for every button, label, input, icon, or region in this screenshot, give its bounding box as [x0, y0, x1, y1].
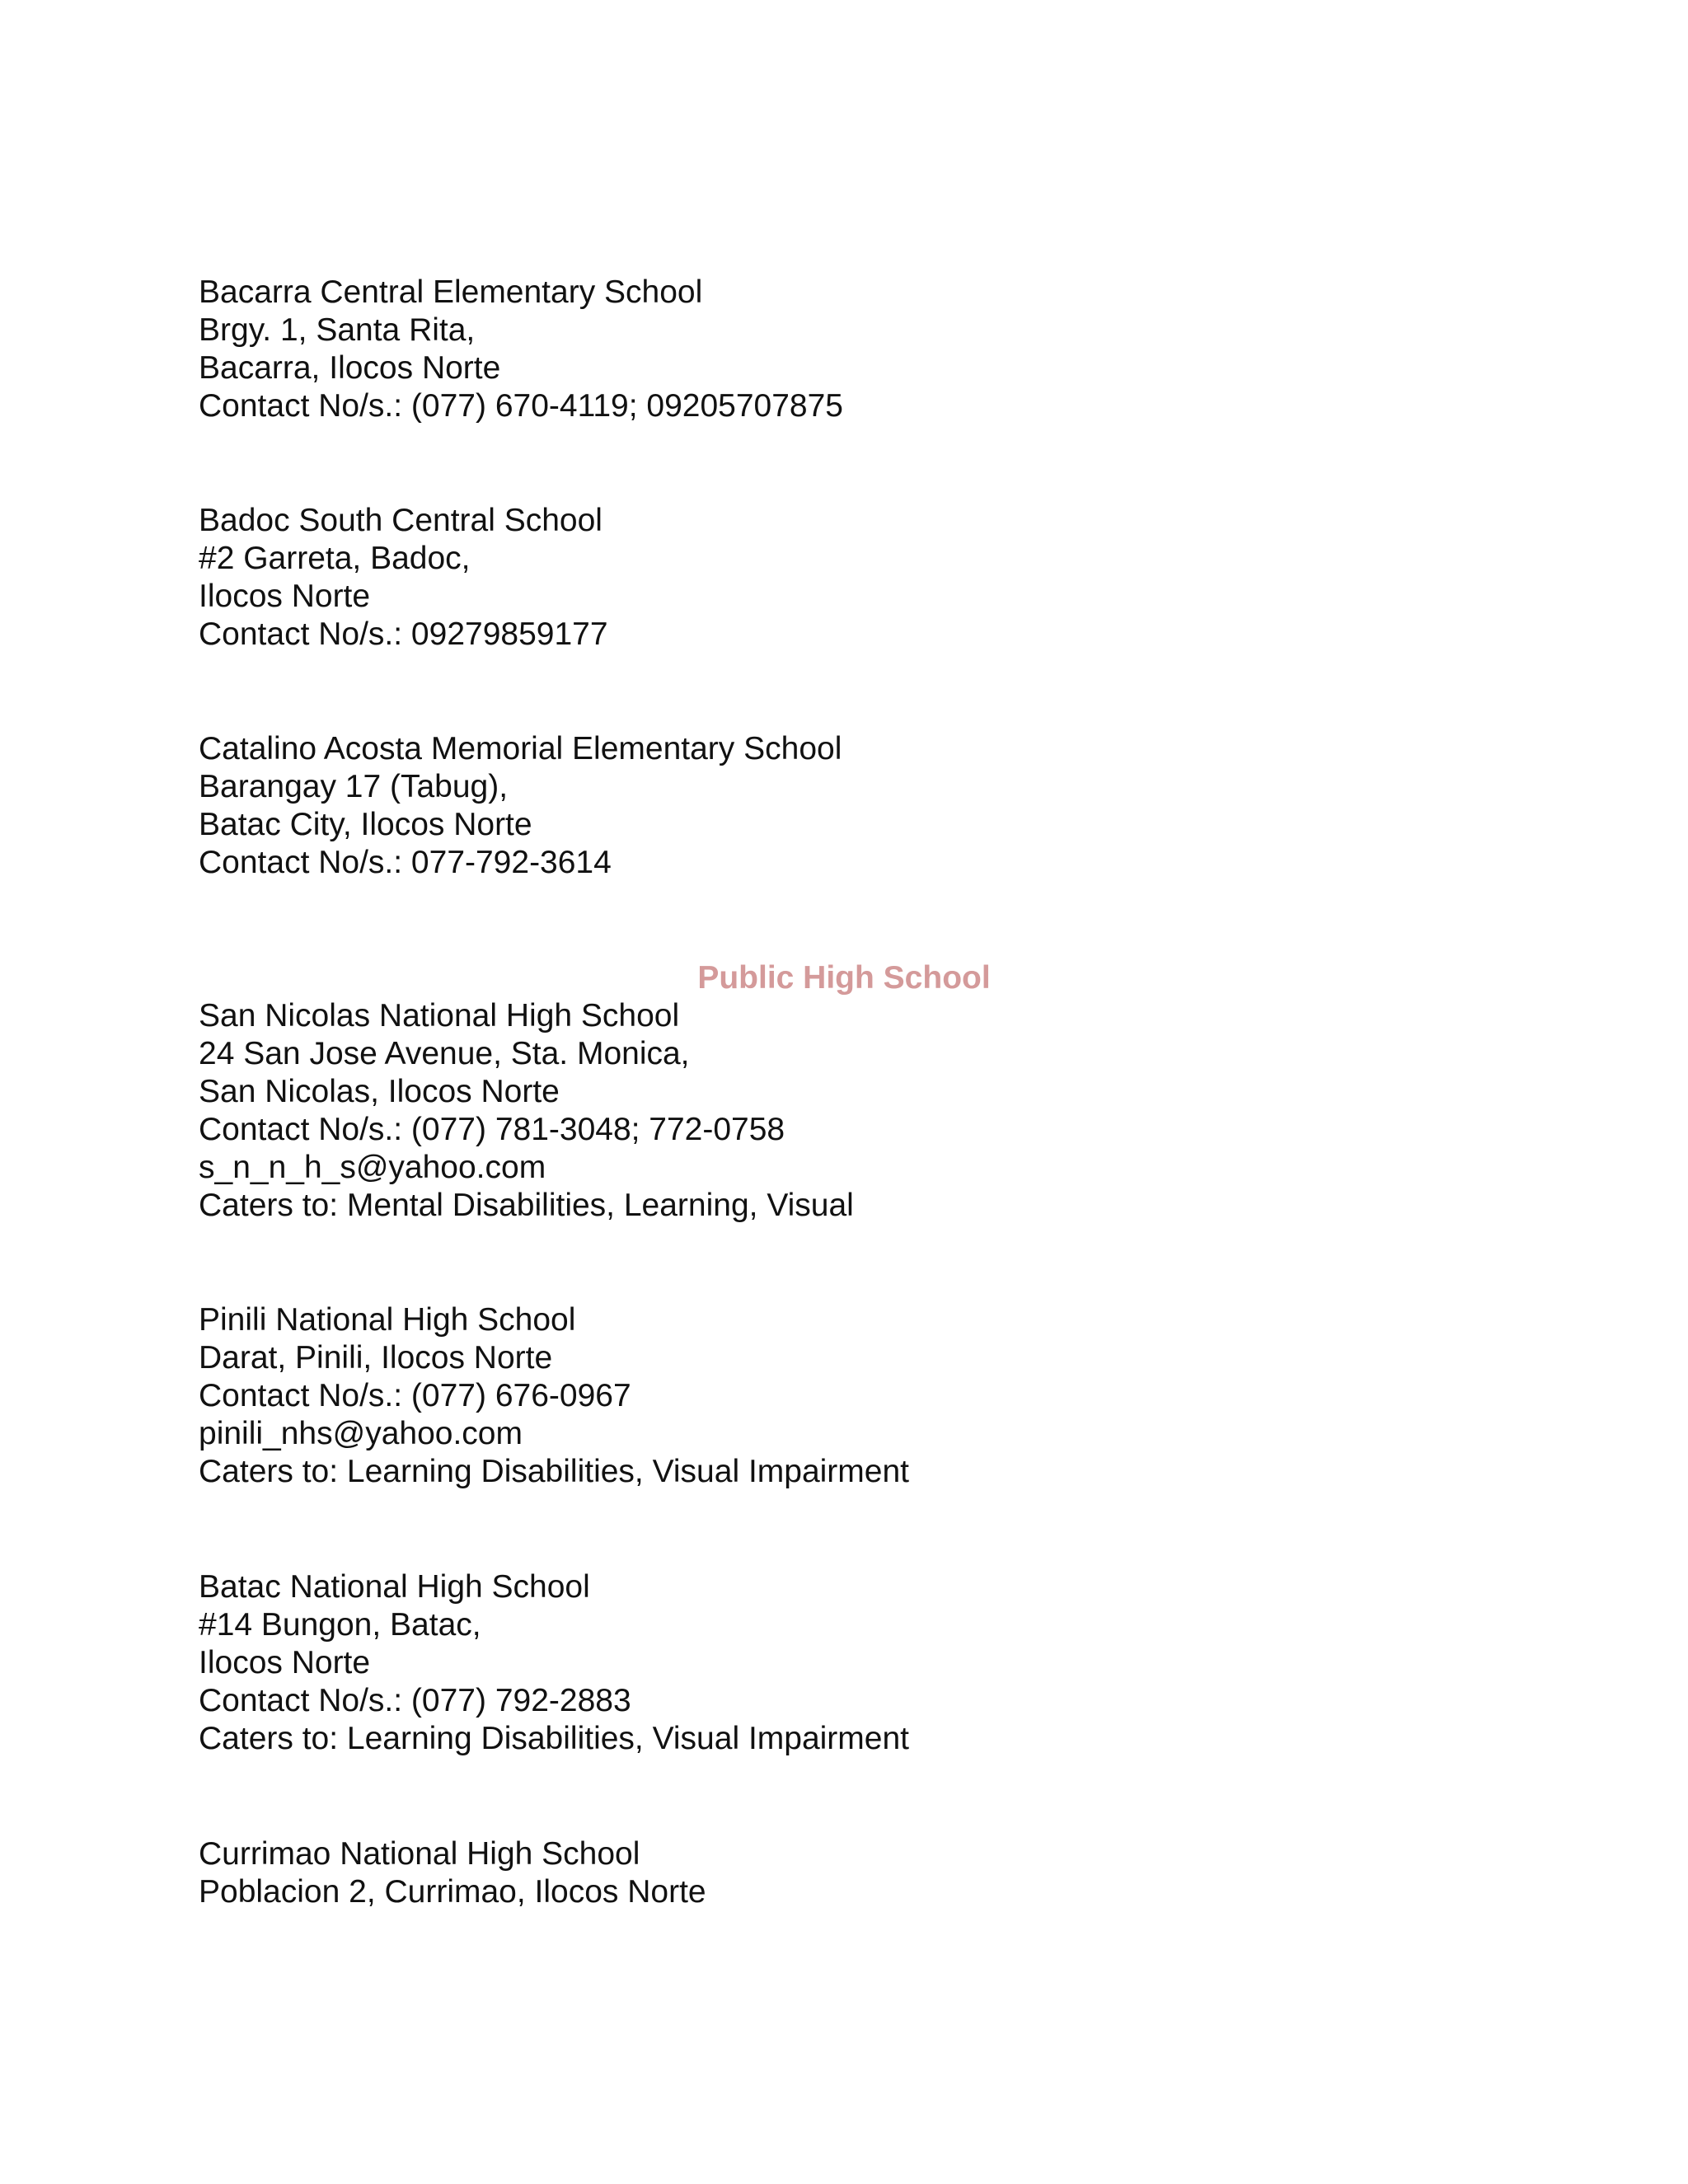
- school-name: Badoc South Central School: [199, 503, 603, 538]
- school-entry: [199, 274, 1435, 425]
- school-caters-to: Caters to: Mental Disabilities, Learning, Visual: [199, 1188, 854, 1223]
- school-contact: Contact No/s.: (077) 676-0967: [199, 1378, 631, 1413]
- section-heading: Public High School: [697, 960, 991, 996]
- school-entry: [199, 730, 1435, 882]
- school-entry: [199, 997, 1435, 1225]
- school-address-line: Darat, Pinili, Ilocos Norte: [199, 1340, 553, 1376]
- school-name: Catalino Acosta Memorial Elementary School: [199, 731, 842, 766]
- school-address-line: Ilocos Norte: [199, 1645, 371, 1680]
- school-address-line: #14 Bungon, Batac,: [199, 1607, 481, 1643]
- school-caters-to: Caters to: Learning Disabilities, Visual Impairment: [199, 1454, 909, 1489]
- school-address-line: Brgy. 1, Santa Rita,: [199, 312, 476, 348]
- school-contact: Contact No/s.: 09279859177: [199, 616, 608, 652]
- school-address-line: Poblacion 2, Currimao, Ilocos Norte: [199, 1874, 706, 1910]
- school-email: pinili_nhs@yahoo.com: [199, 1416, 523, 1451]
- school-address-line: 24 San Jose Avenue, Sta. Monica,: [199, 1036, 690, 1071]
- school-contact: Contact No/s.: (077) 792-2883: [199, 1683, 631, 1718]
- school-address-line: Barangay 17 (Tabug),: [199, 769, 509, 804]
- school-name: Pinili National High School: [199, 1302, 576, 1338]
- school-name: Bacarra Central Elementary School: [199, 274, 703, 310]
- school-address-line: #2 Garreta, Badoc,: [199, 541, 471, 576]
- school-email: s_n_n_h_s@yahoo.com: [199, 1150, 546, 1185]
- school-caters-to: Caters to: Learning Disabilities, Visual Impairment: [199, 1721, 909, 1756]
- school-contact: Contact No/s.: (077) 781-3048; 772-0758: [199, 1112, 785, 1147]
- school-entry: [199, 1301, 1435, 1491]
- school-address-line: Ilocos Norte: [199, 579, 371, 614]
- school-name: Currimao National High School: [199, 1836, 640, 1872]
- school-entry: [199, 502, 1435, 654]
- school-contact: Contact No/s.: 077-792-3614: [199, 845, 612, 880]
- school-entry: [199, 1568, 1435, 1758]
- school-address-line: San Nicolas, Ilocos Norte: [199, 1074, 560, 1109]
- school-contact: Contact No/s.: (077) 670-4119; 09205707875: [199, 388, 843, 424]
- school-address-line: Bacarra, Ilocos Norte: [199, 350, 501, 386]
- school-name: San Nicolas National High School: [199, 998, 680, 1033]
- school-entry: [199, 1835, 1435, 1911]
- school-name: Batac National High School: [199, 1569, 590, 1605]
- school-address-line: Batac City, Ilocos Norte: [199, 807, 532, 842]
